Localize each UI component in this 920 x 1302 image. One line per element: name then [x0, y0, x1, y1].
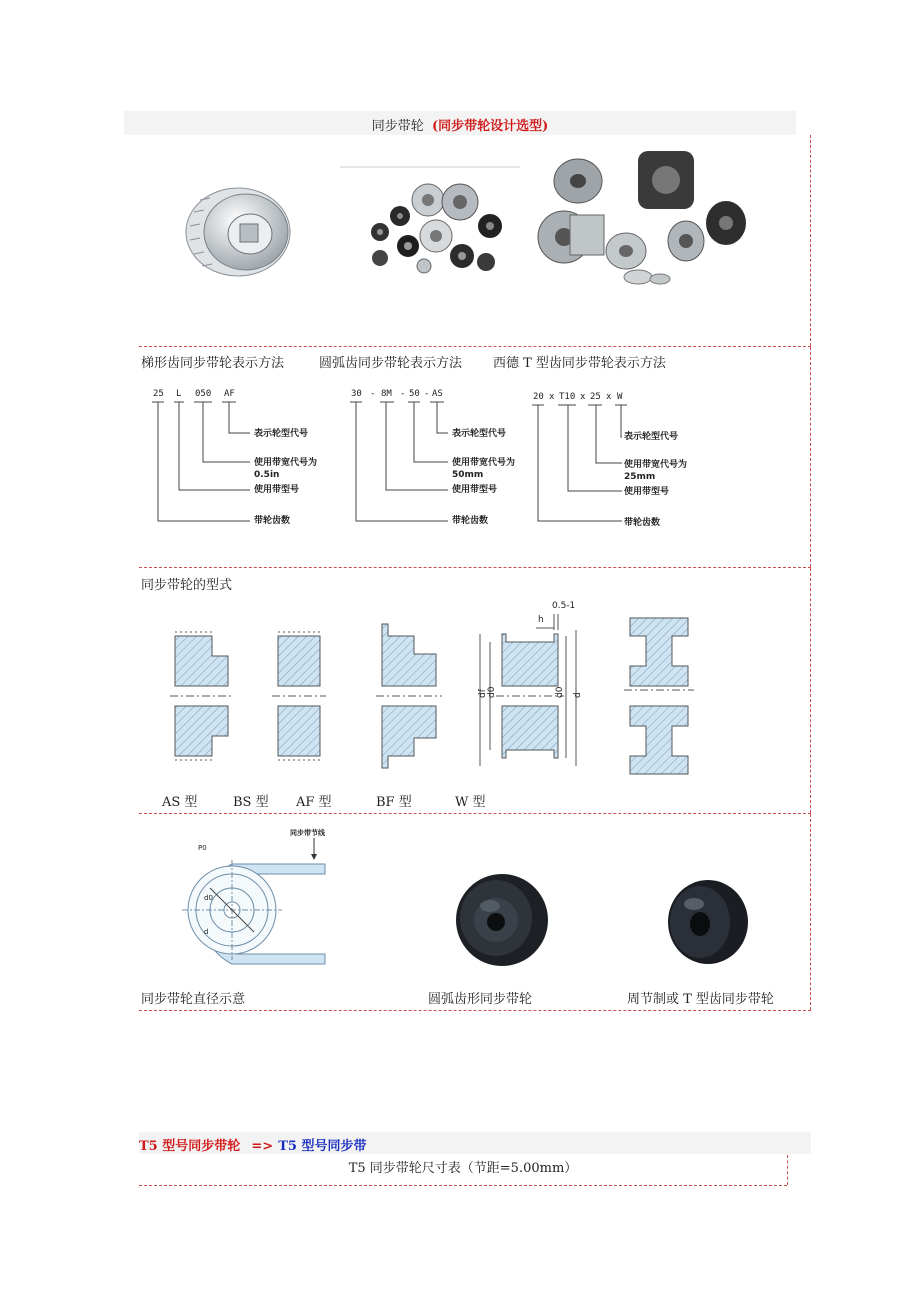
page-title [124, 115, 796, 134]
callout-teeth: 带轮齿数 [254, 516, 291, 526]
callout-teeth: 带轮齿数 [452, 516, 489, 526]
dim-d0-right: d0 [555, 686, 565, 698]
callout-width-value: 25mm [624, 472, 656, 482]
pulley-type-sections [160, 596, 700, 776]
code-belt-type: T10 [559, 392, 576, 402]
t-type-pulley-photo [660, 876, 750, 966]
callout-teeth: 带轮齿数 [624, 518, 661, 528]
section3-right-border [810, 568, 811, 813]
title-bar [124, 111, 796, 135]
diameter-label: 同步带轮直径示意 [141, 992, 246, 1007]
section1-bottom-border [139, 346, 811, 347]
belt-pitch-line-label: 同步带节线 [290, 829, 325, 837]
code-sep: x [549, 392, 555, 402]
code-sep: x [606, 392, 612, 402]
dim-d0-left: d0 [487, 686, 497, 698]
t5-right-border [787, 1155, 788, 1185]
code-teeth: 20 [533, 392, 544, 402]
type-label-af: AF 型 [296, 795, 332, 810]
code-teeth: 30 [351, 389, 362, 399]
type-label-as: AS 型 [162, 795, 198, 810]
section-w [624, 618, 694, 774]
section3-bottom-border [139, 813, 811, 814]
type-label-bf: BF 型 [376, 795, 412, 810]
t5-belt-link[interactable]: T5 型号同步带 [278, 1139, 367, 1154]
mark-d0: d0 [204, 894, 213, 902]
section-bs [272, 632, 326, 760]
diameter-diagram [170, 822, 340, 972]
page-title-text: 同步带轮 [371, 119, 424, 134]
section2-right-border [810, 347, 811, 567]
designation-diagram-trapezoid [148, 382, 328, 532]
method-label-trapezoid: 梯形齿同步带轮表示方法 [141, 356, 285, 371]
designation-diagram-arc [348, 382, 538, 532]
callout-width: 使用带宽代号为 [254, 458, 318, 468]
dim-h: h [538, 615, 544, 625]
t5-arrow: => [251, 1139, 274, 1154]
section-af [376, 624, 442, 768]
t5-pulley-link[interactable]: T5 型号同步带轮 [139, 1139, 241, 1154]
callout-belt-type: 使用带型号 [452, 485, 498, 495]
code-width: 25 [590, 392, 601, 402]
t5-bottom-border [139, 1185, 787, 1186]
code-teeth: 25 [153, 389, 164, 399]
code-sep: - [424, 389, 430, 399]
arc-tooth-pulley-photo [452, 870, 552, 970]
callout-width-value: 50mm [452, 470, 484, 480]
section-as [170, 632, 234, 760]
designation-diagram-t-type [530, 385, 730, 535]
code-sep: - [400, 389, 406, 399]
arc-pulley-label: 圆弧齿形同步带轮 [428, 992, 533, 1007]
code-width: 050 [195, 389, 212, 399]
section2-bottom-border [139, 567, 811, 568]
pulley-photo-single [180, 180, 300, 280]
callout-width: 使用带宽代号为 [624, 460, 688, 470]
dim-d: d [573, 692, 583, 698]
t5-header-bar [139, 1132, 811, 1154]
section4-bottom-border [139, 1010, 811, 1011]
section4-right-border [810, 814, 811, 1010]
callout-width: 使用带宽代号为 [452, 458, 516, 468]
section1-right-border [810, 135, 811, 346]
dim-flange-gap: 0.5-1 [552, 601, 576, 611]
t5-table-caption: T5 同步带轮尺寸表（节距=5.00mm） [348, 1161, 578, 1176]
code-belt-type: L [176, 389, 182, 399]
code-sep: x [580, 392, 586, 402]
code-pulley-type: AS [432, 389, 443, 399]
types-heading: 同步带轮的型式 [141, 578, 233, 593]
mark-d: d [204, 928, 209, 936]
callout-pulley-type: 表示轮型代号 [254, 429, 309, 439]
code-width: 50 [409, 389, 420, 399]
design-selection-link[interactable]: (同步带轮设计选型) [431, 119, 549, 134]
callout-belt-type: 使用带型号 [624, 487, 670, 497]
t-pulley-label: 周节制或 T 型齿同步带轮 [627, 992, 774, 1007]
dim-df: df [478, 689, 488, 698]
pulley-photo-machined [530, 145, 760, 285]
callout-pulley-type: 表示轮型代号 [452, 429, 507, 439]
callout-belt-type: 使用带型号 [254, 485, 300, 495]
method-label-t-type: 西德 T 型齿同步带轮表示方法 [493, 356, 666, 371]
code-belt-type: 8M [381, 389, 392, 399]
type-label-w: W 型 [455, 795, 486, 810]
pulley-photo-group [340, 166, 520, 280]
callout-pulley-type: 表示轮型代号 [624, 432, 679, 442]
code-pulley-type: W [617, 392, 623, 402]
type-label-bs: BS 型 [233, 795, 269, 810]
mark-p0: P0 [198, 844, 207, 852]
code-sep: - [370, 389, 376, 399]
method-label-arc: 圆弧齿同步带轮表示方法 [319, 356, 463, 371]
callout-width-value: 0.5in [254, 470, 280, 480]
code-pulley-type: AF [224, 389, 235, 399]
